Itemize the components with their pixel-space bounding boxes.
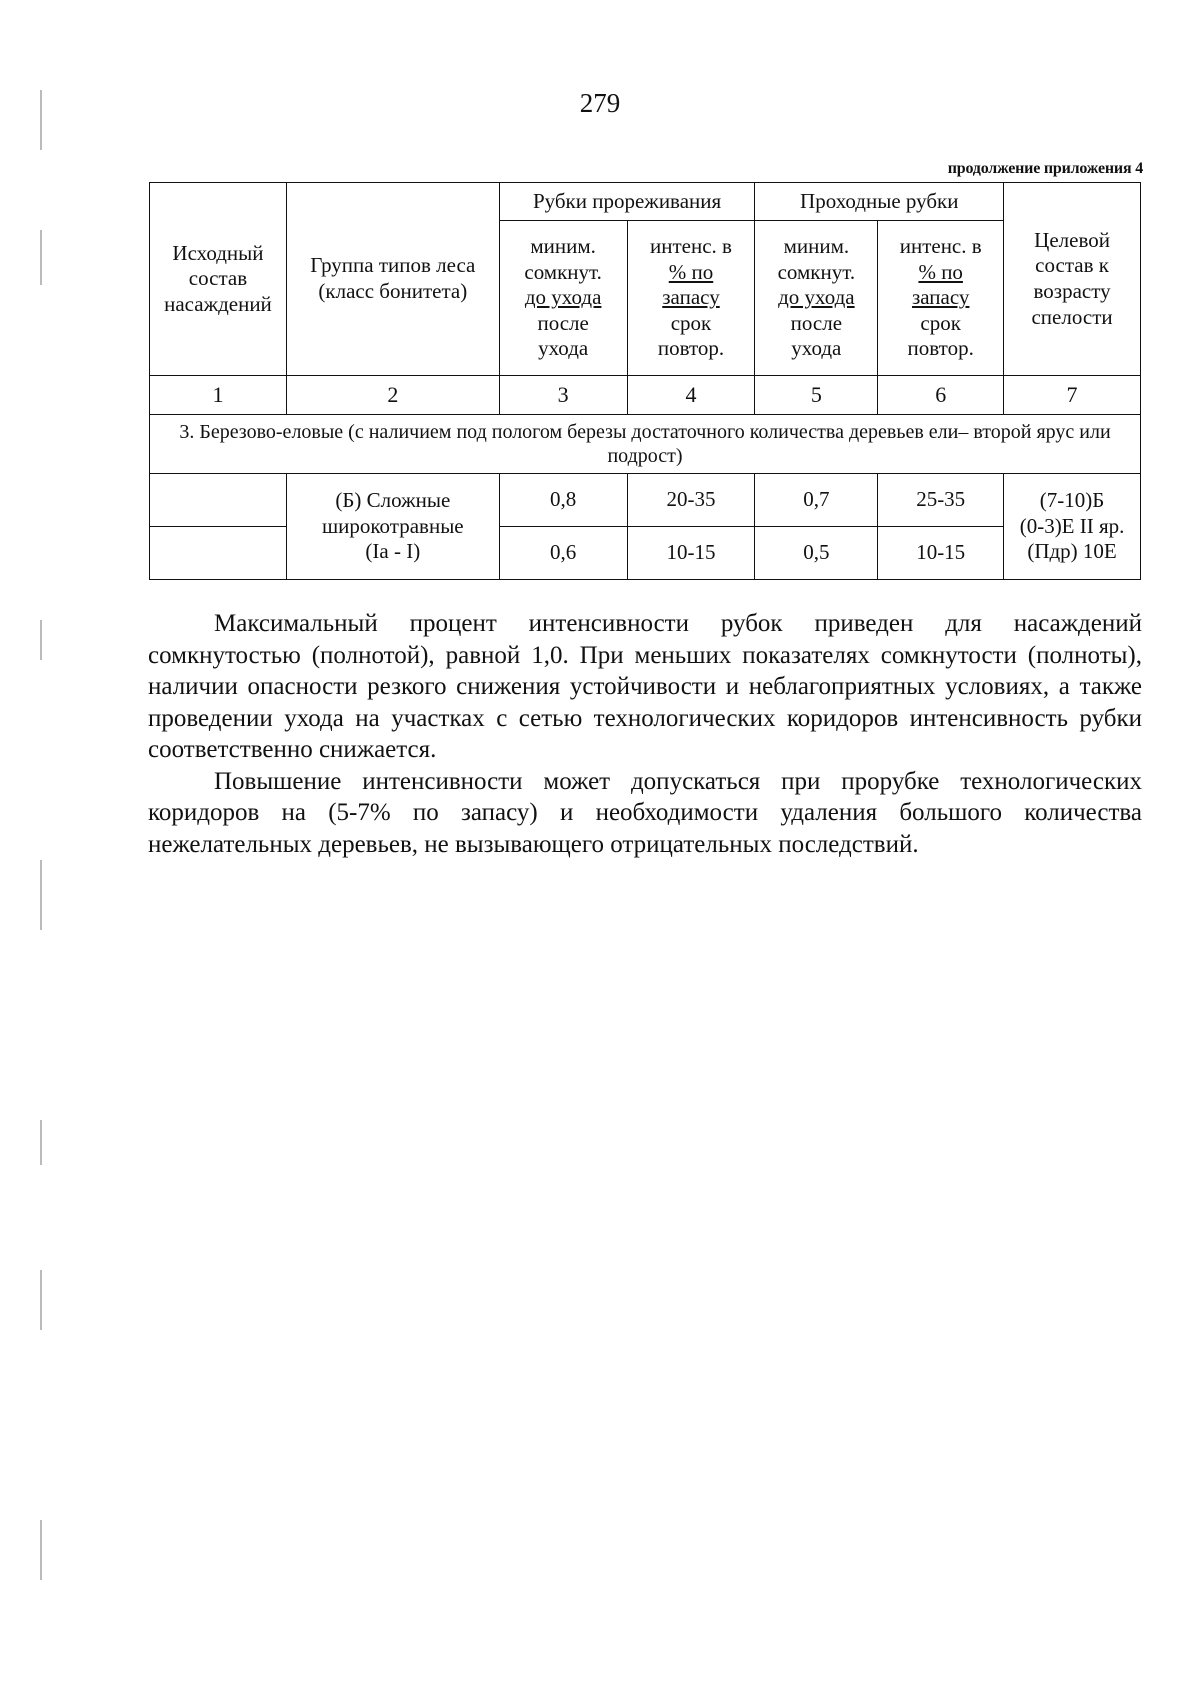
header-text: после: [790, 310, 843, 335]
table-cell: 0,5: [755, 527, 878, 580]
column-number: 2: [286, 376, 499, 415]
section-heading-row: [150, 415, 1141, 474]
table-cell-empty: [150, 474, 287, 527]
body-text: [148, 608, 1142, 860]
column-number-row: [150, 376, 1141, 415]
header-text: миним.: [530, 233, 596, 258]
scan-margin-mark: [40, 230, 42, 285]
header-passage-cutting: Проходные рубки: [755, 183, 1004, 221]
header-text: возрасту: [1033, 279, 1111, 303]
subheader-intensity-passage: [878, 221, 1004, 376]
header-text: состав: [188, 266, 248, 291]
header-initial-composition: [150, 183, 287, 376]
scan-margin-mark: [40, 1520, 42, 1580]
header-text: Группа типов леса: [310, 253, 476, 278]
header-text: интенс. в: [650, 233, 732, 258]
table-cell: 0,7: [755, 474, 878, 527]
page-number: 279: [579, 88, 621, 118]
table-cell: 0,6: [499, 527, 627, 580]
scan-margin-mark: [40, 860, 42, 930]
paragraph: Повышение интенсивности может допускаться при прорубке технологических коридоров на (5-7% по запасу) и необходимости удаления большого количества нежелательных деревьев, не вызывающего отрицательных последствий.: [148, 767, 1142, 858]
forest-group-cell: [286, 474, 499, 580]
scan-margin-mark: [40, 620, 42, 660]
header-text: запасу: [911, 285, 970, 310]
header-text: срок: [920, 310, 961, 335]
table-row: [150, 474, 1141, 527]
paragraph: Максимальный процент интенсивности рубок приведен для насаждений сомкнутостью (полнотой), равной 1,0. При меньших показателях сомкнутости (полноты), наличии опасности резкого снижения устойчивости и неблагоприятных условиях, а также проведении ухода на участках с сетью технологических коридоров интенсивность рубки соответственно снижается.: [148, 610, 1142, 763]
column-number: 7: [1004, 376, 1141, 415]
header-thinning: Рубки прореживания: [499, 183, 755, 221]
scan-margin-mark: [40, 1270, 42, 1330]
appendix-table: [149, 182, 1141, 580]
subheader-min-density-thinning: [499, 221, 627, 376]
header-text: срок: [670, 310, 712, 335]
table-header-row: [150, 183, 1141, 221]
table-cell-empty: [150, 527, 287, 580]
header-target-composition: [1004, 183, 1141, 376]
table-cell: 25-35: [878, 474, 1004, 527]
table-cell: 0,8: [499, 474, 627, 527]
header-text: интенс. в: [899, 233, 982, 258]
cell-text: (Пдр) 10Е: [1027, 539, 1117, 564]
cell-text: (7-10)Б: [1039, 488, 1105, 513]
column-number: 1: [150, 376, 287, 415]
header-text: Исходный: [172, 240, 264, 265]
header-text: после: [537, 310, 589, 335]
scan-margin-mark: [40, 1120, 42, 1165]
header-text: повтор.: [657, 336, 725, 361]
continuation-note: продолжение приложения 4: [947, 160, 1143, 177]
header-text: ухода: [791, 336, 842, 361]
header-forest-type-group: [286, 183, 499, 376]
header-text: % по: [668, 259, 714, 284]
column-number: 6: [878, 376, 1004, 415]
column-number: 4: [627, 376, 755, 415]
header-text: насаждений: [164, 291, 272, 316]
table-cell: 10-15: [878, 527, 1004, 580]
header-text: до ухода: [524, 285, 602, 310]
header-text: состав к: [1035, 253, 1109, 278]
table-cell: 20-35: [627, 474, 755, 527]
cell-text: (Ia - I): [365, 539, 421, 564]
column-number: 5: [755, 376, 878, 415]
cell-text: широкотравные: [322, 513, 464, 538]
header-text: % по: [918, 259, 963, 284]
header-text: запасу: [662, 285, 720, 310]
header-text: ухода: [538, 336, 589, 361]
table-cell: 10-15: [627, 527, 755, 580]
header-text: спелости: [1031, 304, 1113, 329]
subheader-min-density-passage: [755, 221, 878, 376]
subheader-intensity-thinning: [627, 221, 755, 376]
cell-text: (Б) Сложные: [335, 488, 451, 513]
header-text: (класс бонитета): [318, 279, 468, 303]
header-text: миним.: [783, 233, 850, 258]
header-text: Целевой: [1034, 227, 1110, 252]
header-text: повтор.: [907, 336, 974, 361]
header-text: сомкнут.: [524, 259, 602, 284]
cell-text: (0-3)Е II яр.: [1019, 513, 1125, 538]
header-text: до ухода: [778, 285, 855, 310]
column-number: 3: [499, 376, 627, 415]
section-title: 3. Березово-еловые (с наличием под пологом березы достаточного количества деревьев ели– второй ярус или подрост): [150, 415, 1141, 474]
target-composition-cell: [1004, 474, 1141, 580]
header-text: сомкнут.: [777, 259, 856, 284]
